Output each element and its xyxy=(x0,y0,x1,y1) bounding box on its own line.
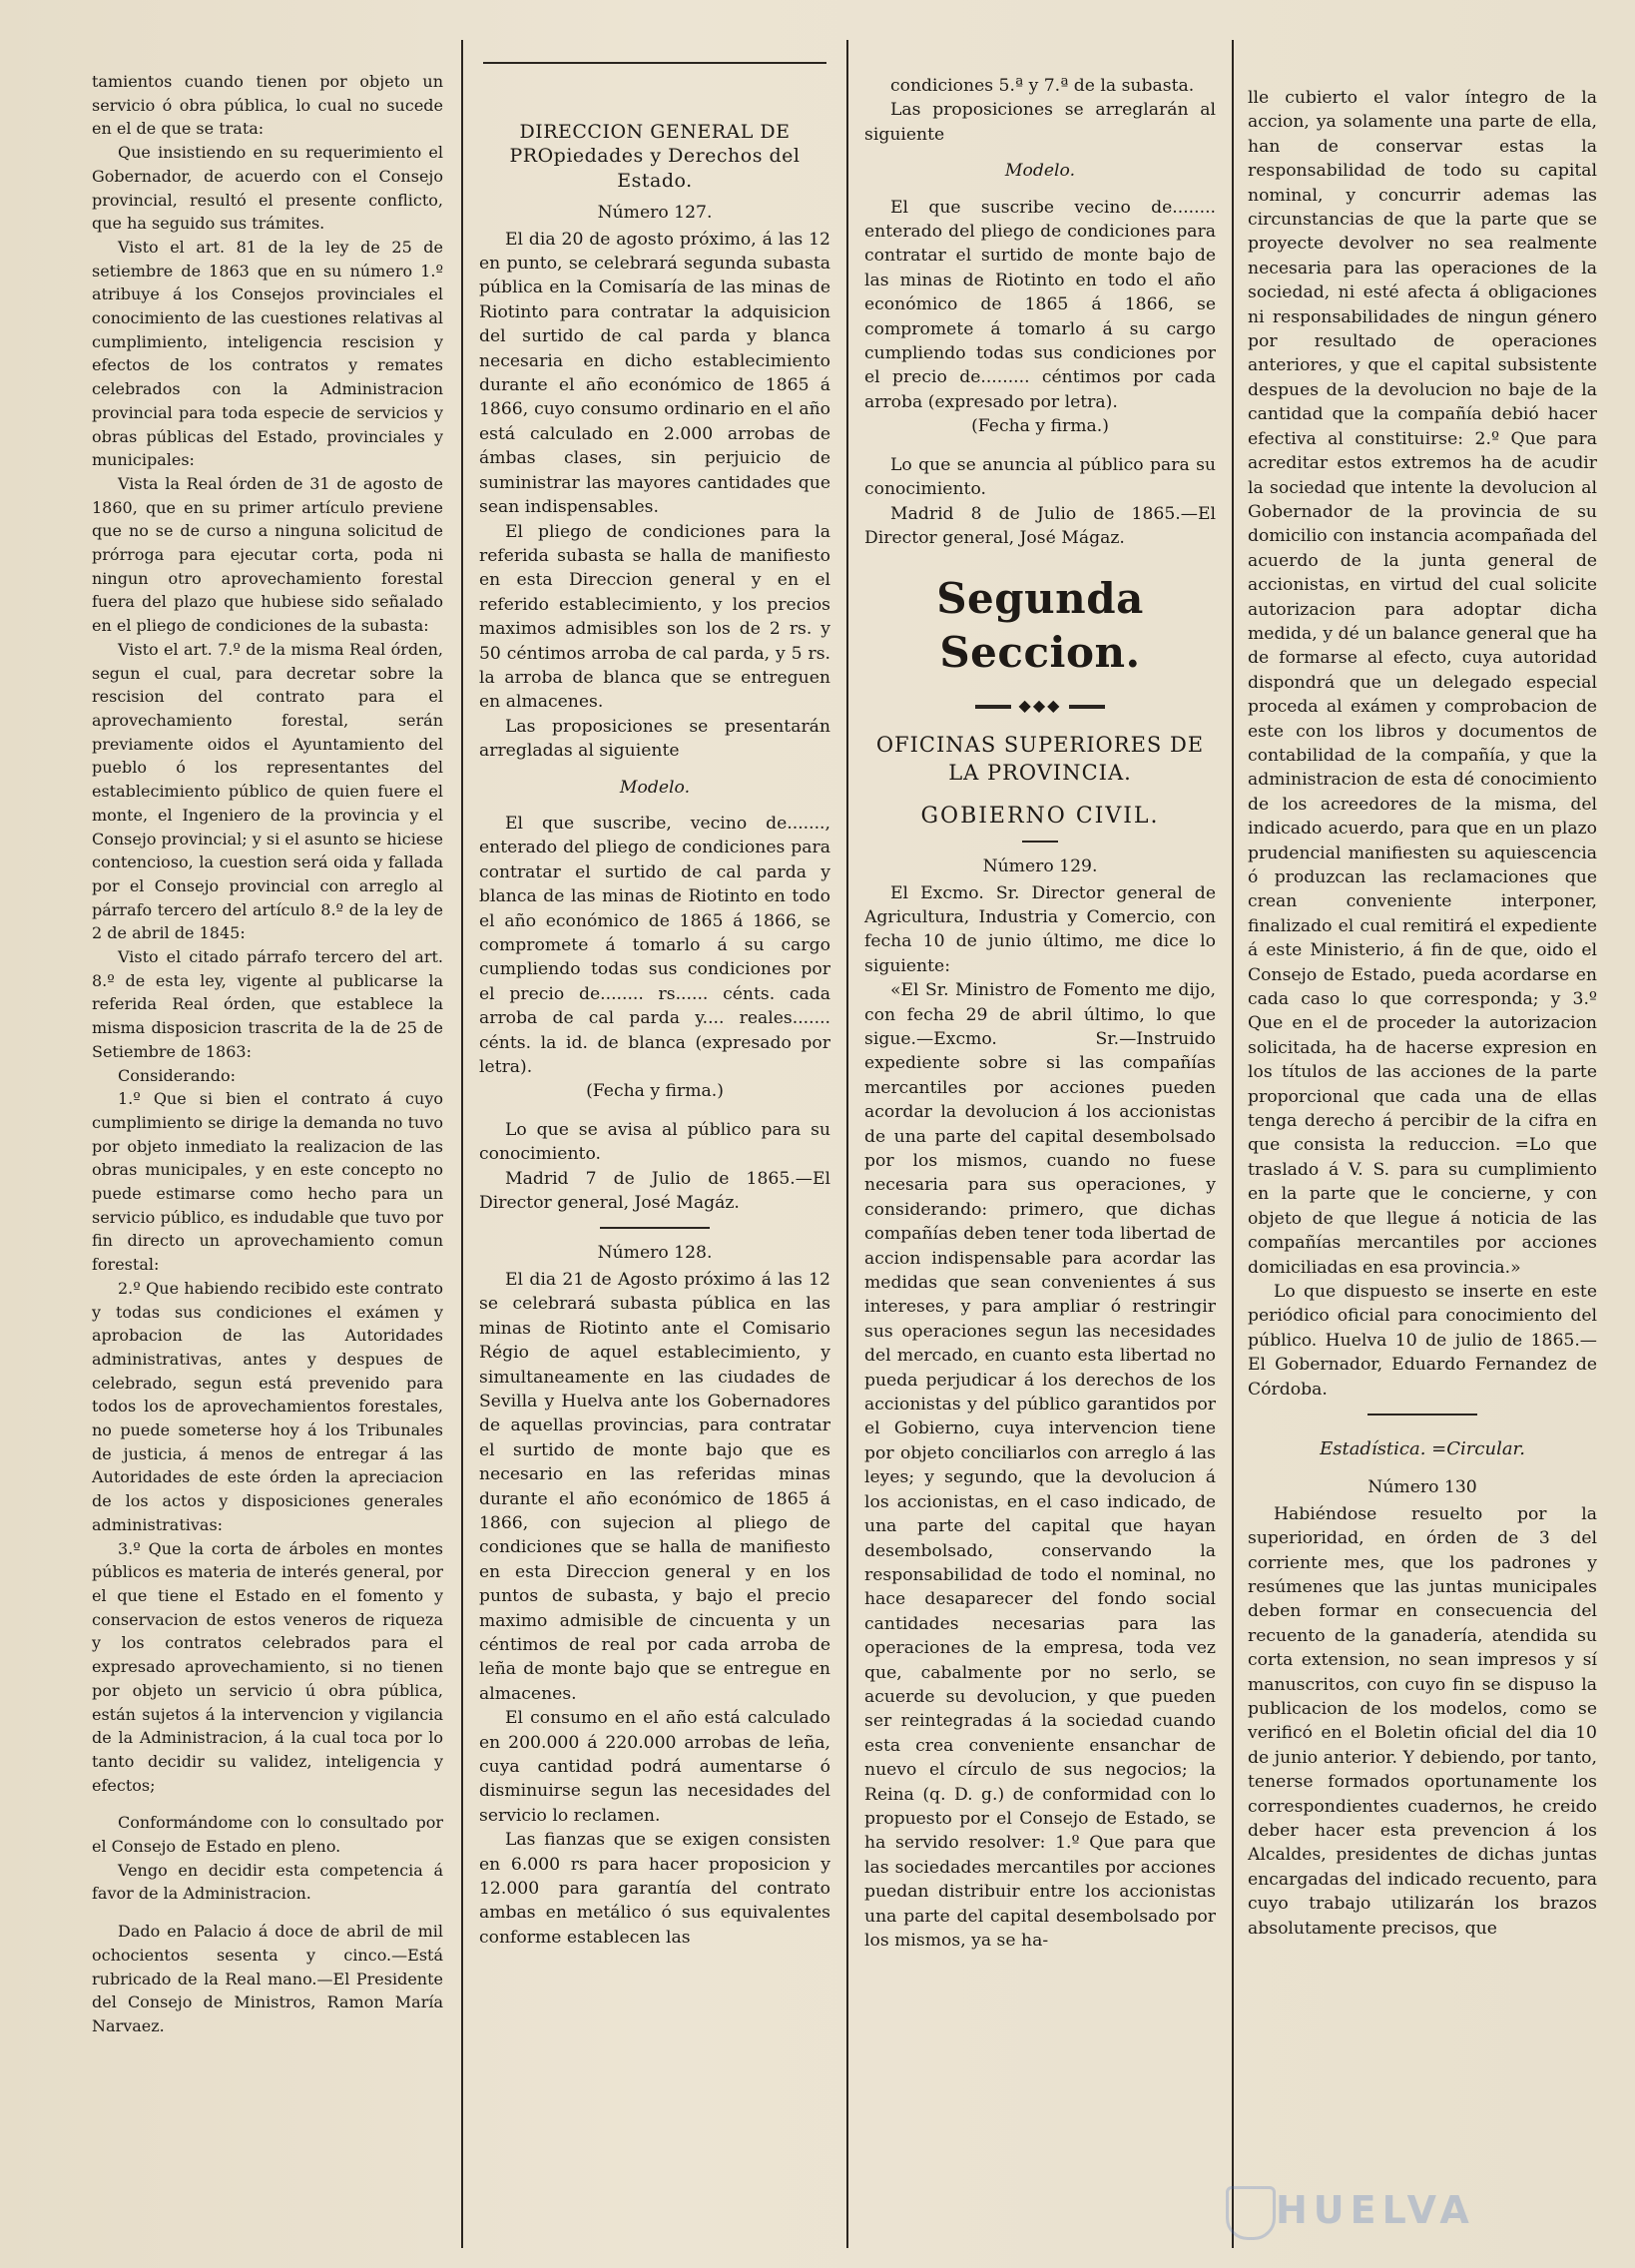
paragraph: Que insistiendo en su requerimiento el Gobernador, de acuerdo con el Consejo provincial, resultó el presente conflicto, que ha seguido sus trámites. xyxy=(92,143,443,234)
government-heading: GOBIERNO CIVIL. xyxy=(920,803,1160,829)
column-1 xyxy=(92,70,443,2038)
paragraph: El pliego de condiciones para la referida subasta se halla de manifiesto en esta Direccion general y en el referido establecimiento, y los precios maximos admisibles son los de 2 rs. y 50 céntimos arroba de cal parda, y 5 rs. la arroba de blanca que se entreguen en almacenes. xyxy=(479,521,830,713)
column-rule-1 xyxy=(461,40,463,2248)
notice-number: Número 130 xyxy=(1367,1477,1477,1498)
paragraph: Habiéndose resuelto por la superioridad, en órden de 3 del corriente mes, que los padrones y resúmenes que las juntas municipales deben formar en consecuencia del recuento de la ganadería, atendida su corta extension, no sean impresos y sí manuscritos, con cuyo fin se dispuso la publicacion de los modelos, como se verificó en el Boletin oficial del dia 10 de junio anterior. Y debiendo, por tanto, tenerse formados oportunamente los correspondientes cuadernos, he creido deber hacer esta prevencion á los Alcaldes, presidentes de dichas juntas encargadas del indicado recuento, para cuyo trabajo utilizarán los brazos absolutamente precisos, que xyxy=(1248,1503,1597,1939)
paragraph: Visto el art. 7.º de la misma Real órden, segun el cual, para decretar sobre la rescision del contrato para el aprovechamiento forestal, serán previamente oidos el Ayuntamiento del pueblo ó los representantes del establecimiento público de quien fuere el monte, el Ingeniero de la provincia y el Consejo provincial; y si el asunto se hiciese contencioso, la cuestion será oida y fallada por el Consejo provincial con arreglo al párrafo tercero del artículo 8.º de la ley de 2 de abril de 1845: xyxy=(92,639,443,943)
paragraph: Las fianzas que se exigen consisten en 6.000 rs para hacer proposicion y 12.000 para garantía del contrato ambas en metálico ó sus equivalentes conforme establecen las xyxy=(479,1830,830,1948)
signature-paragraph: Dado en Palacio á doce de abril de mil ochocientos sesenta y cinco.—Está rubricado de la Real mano.—El Presidente del Consejo de Ministros, Ramon María Narvaez. xyxy=(92,1922,443,2035)
model-text: El que suscribe, vecino de......., enterado del pliego de condiciones para contratar el surtido de cal parda y blanca de las minas de Riotinto en todo el año económico de 1865 á 1866, se compromete á tomarlo á su cargo cumpliendo todas sus condiciones por el precio de........ rs...... cénts. cada arroba de cal parda y.... reales....... cénts. la id. de blanca (expresado por letra). xyxy=(479,813,830,1078)
library-seal-icon xyxy=(1226,2186,1276,2240)
paragraph: El Excmo. Sr. Director general de Agricultura, Industria y Comercio, con fecha 10 de junio último, me dice lo siguiente: xyxy=(864,882,1216,976)
column-3 xyxy=(864,74,1216,1953)
paragraph: lle cubierto el valor íntegro de la accion, ya solamente una parte de ella, han de conservar estas la responsabilidad de todo su capital nominal, y concurrir ademas las circunstancias de que la parte que se proyecte devolver no sea realmente necesaria para las operaciones de la sociedad, ni esté afecta á obligaciones ni responsabilidades de ningun género por resultado de operaciones anteriores, y que el capital subsistente despues de la devolucion no baje de la cantidad que la compañía debió hacer efectiva al constituirse: 2.º Que para acreditar estos extremos ha de acudir la sociedad que intente la devolucion al Gobernador de la provincia de su domicilio con instancia acompañada del acuerdo de la junta general de accionistas, en virtud del cual solicite autorizacion para adoptar dicha medida, y dé un balance general que ha de formarse al efecto, cuya autoridad dispondrá que un delegado especial proceda al exámen y comprobacion de este con los libros y documentos de contabilidad de la compañía, y que la administracion de esta dé conocimiento de los acreedores de la misma, del indicado acuerdo, para que en un plazo prudencial manifiesten su aquiescencia ó produzcan las reclamaciones que crean conveniente interponer, finalizado el cual remitirá el expediente á este Ministerio, á fin de que, oido el Consejo de Estado, pueda acordarse en cada caso lo que corresponda; y 3.º Que en el de proceder la autorizacion solicitada, ha de hacerse expresion en los títulos de las acciones de la parte proporcional que cada una de ellas tenga derecho á percibir de la cifra en que consista la reduccion. =Lo que traslado á V. S. para su cumplimiento en la parte que le concierne, y con objeto de que llegue á noticia de las compañías mercantiles por acciones domiciliadas en esa provincia.» xyxy=(1248,88,1597,1278)
office-heading: OFICINAS SUPERIORES DE LA PROVINCIA. xyxy=(875,732,1205,785)
column-2 xyxy=(479,120,830,1950)
paragraph: Madrid 8 de Julio de 1865.—El Director general, José Mágaz. xyxy=(864,503,1216,548)
paragraph: Lo que dispuesto se inserte en este periódico oficial para conocimiento del público. Huelva 10 de julio de 1865.—El Gobernador, Eduardo Fernandez de Córdoba. xyxy=(1248,1281,1597,1400)
paragraph: Visto el citado párrafo tercero del art. 8.º de esta ley, vigente al publicarse la referida Real órden, que establece la misma disposicion trascrita de la de 25 de Setiembre de 1863: xyxy=(92,947,443,1061)
notice-number: Número 127. xyxy=(597,203,713,224)
paragraph: El dia 21 de Agosto próximo á las 12 se celebrará subasta pública en las minas de Riotinto ante el Comisario Régio de aquel establecimiento, y simultaneamente en las ciudades de Sevilla y Huelva ante los Gobernadores de aquellas provincias, para contratar el surtido de monte bajo que es necesario en las referidas minas durante el año económico de 1865 á 1866, con sujecion al pliego de condiciones que se halla de manifiesto en esta Direccion general y en los puntos de subasta, y bajo el precio maximo admisible de cincuenta y un céntimos de real por cada arroba de leña de monte bajo que se entregue en almacenes. xyxy=(479,1269,830,1704)
paragraph: Madrid 7 de Julio de 1865.—El Director general, José Magáz. xyxy=(479,1168,830,1214)
ornament-divider: ◆◆◆ xyxy=(864,694,1216,718)
paragraph: 3.º Que la corta de árboles en montes públicos es materia de interés general, por el que tiene el Estado en el fomento y conservacion de estos veneros de riqueza y los contratos celebrados para el expresado aprovechamiento, si no tienen por objeto un servicio ú obra pública, están sujetos á la intervencion y vigilancia de la Administracion, á la cual toca por lo tanto decidir su validez, inteligencia y efectos; xyxy=(92,1538,443,1795)
circular-heading: Estadística. =Circular. xyxy=(1320,1437,1525,1459)
date-signature: (Fecha y firma.) xyxy=(586,1081,724,1102)
divider xyxy=(1022,841,1058,843)
paragraph: Las proposiciones se presentarán arregladas al siguiente xyxy=(479,716,830,762)
paragraph: 2.º Que habiendo recibido este contrato y todas sus condiciones el exámen y aprobacion de las Autoridades administrativas, antes y despues de celebrado, segun está prevenido para todos los de aprovechamientos forestales, no puede someterse hoy á los Tribunales de justicia, á menos de entregar á las Autoridades de este órden la apreciacion de los actos y disposiciones generales administrativas: xyxy=(92,1278,443,1534)
notice-number: Número 129. xyxy=(982,856,1098,877)
paragraph: Lo que se anuncia al público para su conocimiento. xyxy=(864,454,1216,500)
notice-number: Número 128. xyxy=(597,1243,713,1264)
divider xyxy=(1367,1414,1477,1416)
paragraph: Visto el art. 81 de la ley de 25 de setiembre de 1863 que en su número 1.º atribuye á los Consejos provinciales el conocimiento de las cuestiones relativas al cumplimiento, inteligencia rescision y efectos de los contratos y remates celebrados con la Administracion provincial para toda especie de servicios y obras públicas del Estado, provinciales y municipales: xyxy=(92,237,443,470)
paragraph: Vengo en decidir esta competencia á favor de la Administracion. xyxy=(92,1860,443,1904)
paragraph: «El Sr. Ministro de Fomento me dijo, con fecha 29 de abril último, lo que sigue.—Excmo. Sr.—Instruido expediente sobre si las compañías mercantiles por acciones pueden acordar la devolucion á los accionistas de una parte del capital desembolsado por los mismos, cuando no fuese necesaria para sus operaciones, y considerando: primero, que dichas compañías deben tener toda libertad de accion indispensable para acordar las medidas que sean convenientes á sus intereses, y para ampliar ó restringir sus operaciones segun las necesidades del mercado, en cuanto esta libertad no pueda perjudicar á los derechos de los accionistas y del público garantidos por el Gobierno, cuya intervencion tiene por objeto conciliarlos con arreglo á las leyes; y segundo, que la devolucion á los accionistas, en el caso indicado, de una parte del capital que hayan desembolsado, conservando la responsabilidad de todo el nominal, no hace desaparecer del fondo social cantidades necesarias para las operaciones de la empresa, toda vez que, cabalmente por no serlo, se acuerde su devolucion, y que pueden ser reintegradas á la sociedad cuando esta crea conveniente ensanchar de nuevo el círculo de sus negocios; la Reina (q. D. g.) de conformidad con lo propuesto por el Consejo de Estado, se ha servido resolver: 1.º Que para que las sociedades mercantiles por acciones puedan distribuir entre los accionistas una parte del capital desembolsado por los mismos, ya se ha- xyxy=(864,980,1216,1951)
paragraph: Conformándome con lo consultado por el Consejo de Estado en pleno. xyxy=(92,1813,443,1857)
model-text: El que suscribe vecino de........ enterado del pliego de condiciones para contratar el surtido de monte bajo de las minas de Riotinto en todo el año económico de 1865 á 1866, se compromete á tomarlo á su cargo cumpliendo todas sus condiciones por el precio de......... céntimos por cada arroba (expresado por letra). xyxy=(864,197,1216,412)
date-signature: (Fecha y firma.) xyxy=(971,416,1109,437)
column-4 xyxy=(1248,86,1597,1941)
model-heading: Modelo. xyxy=(1004,161,1076,182)
paragraph: El dia 20 de agosto próximo, á las 12 en punto, se celebrará segunda subasta pública en la Comisaría de las minas de Riotinto para contratar la adquisicion del surtido de cal parda y blanca necesaria en dicho establecimiento durante el año económico de 1865 á 1866, cuyo consumo ordinario en el año está calculado en 2.000 arrobas de ámbas clases, sin perjuicio de suministrar las mayores cantidades que sean indispensables. xyxy=(479,229,830,518)
section-title: Segunda Seccion. xyxy=(936,574,1144,678)
watermark-text: HUELVA xyxy=(1276,2188,1475,2232)
column-rule-3 xyxy=(1232,40,1234,2248)
divider xyxy=(600,1227,710,1229)
paragraph: condiciones 5.ª y 7.ª de la subasta. xyxy=(890,76,1195,96)
paragraph: 1.º Que si bien el contrato á cuyo cumplimiento se dirige la demanda no tuvo por objeto inmediato la realizacion de las obras municipales, y en este concepto no puede estimarse como hecho para un servicio público, es indudable que tuvo por fin directo un aprovechamiento comun forestal: xyxy=(92,1089,443,1275)
section-heading: DIRECCION GENERAL DE PROpiedades y Derechos del Estado. xyxy=(509,121,801,192)
paragraph: tamientos cuando tienen por objeto un servicio ó obra pública, lo cual no sucede en el de que se trata: xyxy=(92,72,443,139)
paragraph: Vista la Real órden de 31 de agosto de 1860, que en su primer artículo previene que no se de curso a ninguna solicitud de prórroga para ejecutar corta, poda ni ningun otro aprovechamiento forestal fuera del plazo que hubiese sido señalado en el pliego de condiciones de la subasta: xyxy=(92,473,443,636)
paragraph: El consumo en el año está calculado en 200.000 á 220.000 arrobas de leña, cuya cantidad podrá aumentarse ó disminuirse segun las necesidades del servicio lo reclamen. xyxy=(479,1708,830,1826)
paragraph: Considerando: xyxy=(118,1065,236,1085)
heading-rule xyxy=(483,62,826,64)
column-rule-2 xyxy=(846,40,848,2248)
paragraph: Lo que se avisa al público para su conocimiento. xyxy=(479,1119,830,1165)
model-heading: Modelo. xyxy=(619,777,691,798)
paragraph: Las proposiciones se arreglarán al siguiente xyxy=(864,100,1216,145)
